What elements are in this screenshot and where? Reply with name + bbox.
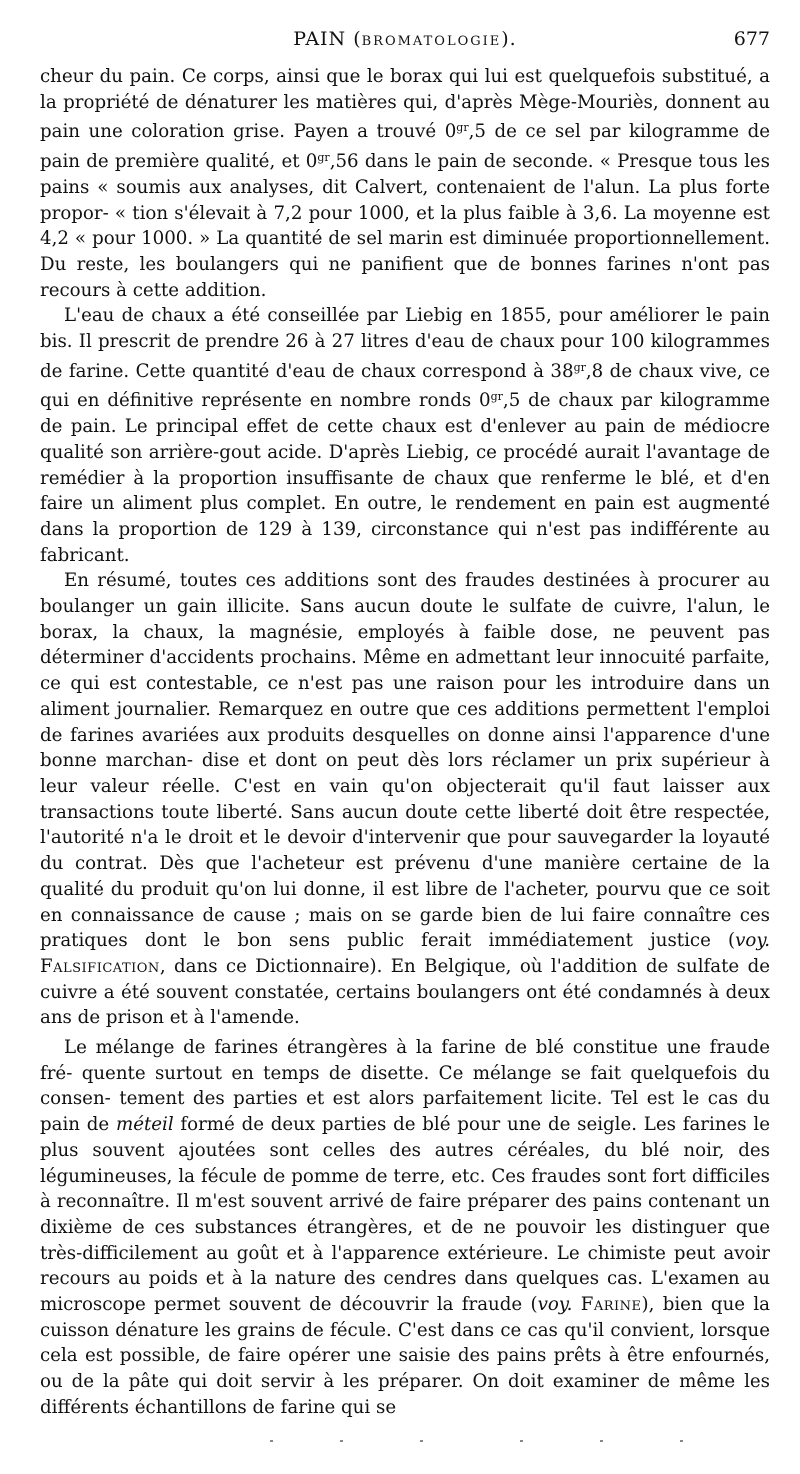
- unit-superscript: gr: [317, 151, 330, 165]
- text-run: En résumé, toutes ces additions sont des fraudes destinées à procurer au boulanger un gain illicite. Sans aucun doute le sulfate de cuivre, l'alun, le borax, la chaux, la magnésie, employés à faible dose, ne peuvent pas déterminer d'accidents prochains. Même en admettant leur innocuité parfaite, ce qui est contestable, ce n'est pas une raison pour les introduire dans un aliment journalier. Remarquez en outre que ces additions permettent l'emploi de farines avariées aux produits desquelles on donne ainsi l'apparence d'une bonne marchan- dise et dont on peut dès lors réclamer un prix supérieur à leur valeur réelle. C'est en vain qu'on objecterait qu'il faut laisser aux transactions toute liberté. Sans aucun doute cette liberté doit être respectée, l'autorité n'a le droit et le devoir d'intervenir que pour sauvegarder la loyauté du contrat. Dès que l'acheteur est prévenu d'une manière certaine de la qualité du produit qu'on lui donne, il est libre de l'acheter, pourvu que ce soit en connaissance de cause ; mais on se garde bien de lui faire connaître ces pratiques dont le bon sens public ferait immédiatement justice (: [40, 570, 770, 952]
- running-title-main: PAIN (: [293, 28, 362, 50]
- italic-text: méteil: [115, 1114, 174, 1136]
- unit-superscript: gr: [573, 360, 586, 374]
- text-run: , dans ce Dictionnaire). En Belgique, où l'addition de sulfate de cuivre a été souvent constatée, certains boulangers ont été condamnés à deux ans de prison et à l'amende.: [40, 955, 770, 1029]
- small-caps-reference: Farine: [580, 1294, 642, 1316]
- body-text: [40, 64, 770, 1421]
- running-header: [40, 28, 770, 58]
- italic-text: voy.: [537, 1294, 573, 1316]
- text-run: formé de deux parties de blé pour une de seigle. Les farines le plus souvent ajoutées sont celles des autres céréales, du blé noir, des légumineuses, la fécule de pomme de terre, etc. Ces fraudes sont fort difficiles à reconnaître. Il m'est souvent arrivé de faire préparer des pains contenant un dixième de ces substances étrangères, et de ne pouvoir les distinguer que très-difficilement au goût et à l'apparence extérieure. Le chimiste peut avoir recours au poids et à la nature des cendres dans quelques cas. L'examen au microscope permet souvent de découvrir la fraude (: [40, 1114, 770, 1316]
- page-number: 677: [733, 28, 770, 50]
- text-run: ), bien que la cuisson dénature les grains de fécule. C'est dans ce cas qu'il convient, lorsque cela est possible, de faire opérer une saisie des pains prêts à être enfournés, ou de la pâte qui doit servir à les préparer. On doit examiner de même les différents échantillons de farine qui se: [40, 1294, 770, 1418]
- italic-text: voy.: [735, 930, 770, 952]
- text-run: cheur du pain. Ce corps, ainsi que le borax qui lui est quelquefois substitué, a la propriété de dénaturer les matières qui, d'après Mège-Mouriès, donnent au pain une coloration grise. Payen a trouvé 0: [40, 66, 770, 143]
- scan-specks: [270, 1440, 750, 1450]
- text-run: ,5 de ce sel par kilogramme de pain de première qualité, et 0: [40, 121, 770, 173]
- running-title-end: ).: [501, 28, 517, 50]
- text-run: [572, 1294, 580, 1315]
- text-run: ,8 de chaux vive, ce qui en définitive représente en nombre ronds 0: [40, 360, 770, 412]
- text-run: L'eau de chaux a été conseillée par Liebig en 1855, pour améliorer le pain bis. Il prescrit de prendre 26 à 27 litres d'eau de chaux pour 100 kilogrammes de farine. Cette quantité d'eau de chaux correspond à 38: [40, 305, 770, 382]
- small-caps-reference: Falsification: [40, 955, 160, 977]
- paragraph: [40, 1035, 770, 1421]
- paragraph: [40, 303, 770, 568]
- paragraph: [40, 568, 770, 1031]
- unit-superscript: gr: [490, 390, 503, 404]
- text-run: ,5 de chaux par kilogramme de pain. Le principal effet de cette chaux est d'enlever au pain de médiocre qualité son arrière-gout acide. D'après Liebig, ce procédé aurait l'avantage de remédier à la proportion insuffisante de chaux que renferme le blé, et d'en faire un aliment plus complet. En outre, le rendement en pain est augmenté dans la proportion de 129 à 139, circonstance qui n'est pas indifférente au fabricant.: [40, 390, 770, 566]
- paragraph: [40, 64, 770, 303]
- running-title: [40, 28, 770, 50]
- unit-superscript: gr: [456, 121, 469, 135]
- text-run: Le mélange de farines étrangères à la farine de blé constitue une fraude fré- quente surtout en temps de disette. Ce mélange se fait quelquefois du consen- tement des parties et est alors parfaitement licite. Tel est le cas du pain de: [40, 1037, 770, 1136]
- running-title-subject: BROMATOLOGIE: [361, 34, 502, 49]
- text-run: ,56 dans le pain de seconde. « Presque tous les pains « soumis aux analyses, dit Calvert, contenaient de l'alun. La plus forte propor- « tion s'élevait à 7,2 pour 1000, et la plus faible à 3,6. La moyenne est 4,2 « pour 1000. » La quantité de sel marin est diminuée proportionnellement. Du reste, les boulangers qui ne panifient que de bonnes farines n'ont pas recours à cette addition.: [40, 151, 770, 301]
